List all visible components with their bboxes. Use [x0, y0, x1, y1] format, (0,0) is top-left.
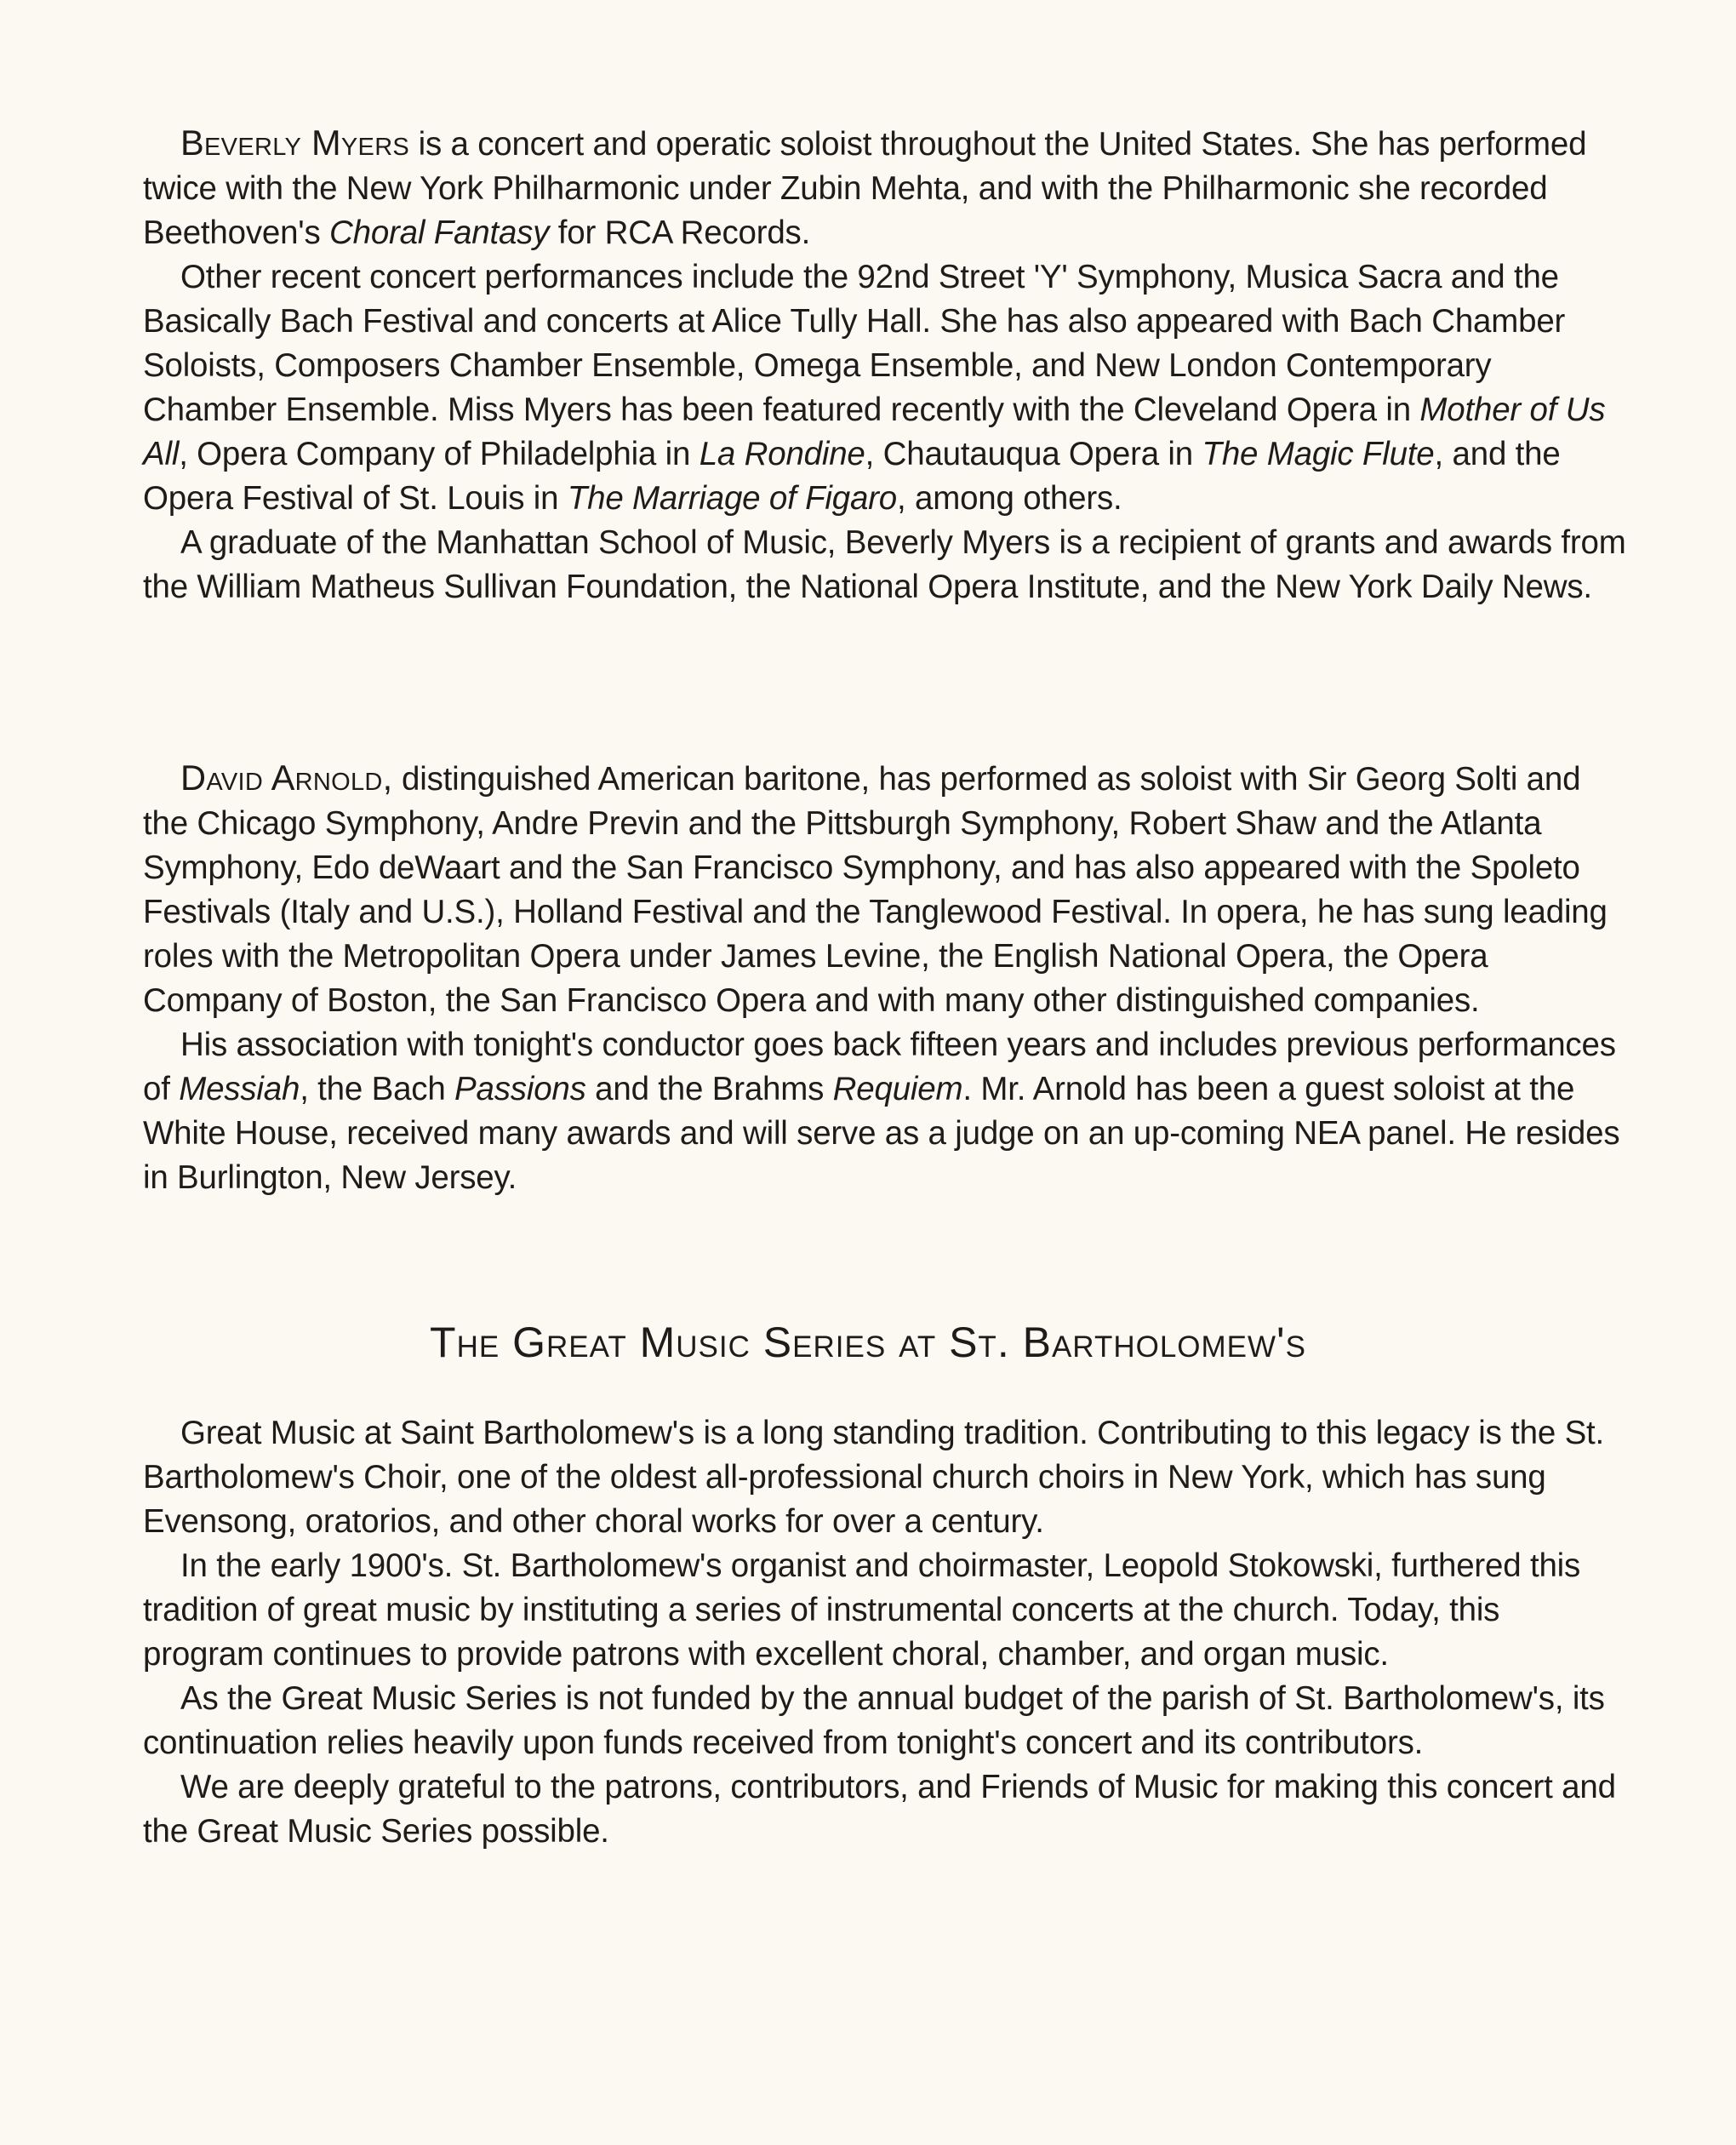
text-run: , and the Opera Festival of St. Louis in — [143, 436, 1561, 517]
text-run: , Chautauqua Opera in — [865, 436, 1202, 472]
bio-paragraph — [143, 121, 1628, 255]
text-run: , the Bach — [300, 1071, 455, 1107]
bio-paragraph — [143, 756, 1628, 1023]
work-title: Requiem — [832, 1071, 963, 1107]
text-run: , among others. — [897, 480, 1122, 517]
series-paragraph: As the Great Music Series is not funded by the annual budget of the parish of St. Bartholomew's, its continuation relies heavily upon funds received from tonight's concert and its contributors. — [143, 1680, 1605, 1761]
work-title: The Marriage of Figaro — [567, 480, 897, 517]
bio-david-arnold — [143, 756, 1628, 1200]
text-run: for RCA Records. — [549, 214, 811, 251]
work-title: Mother of Us All — [143, 392, 1606, 472]
series-paragraph: Great Music at Saint Bartholomew's is a long standing tradition. Contributing to this legacy is the St. Bartholomew's Choir, one of the oldest all-professional church choirs in New York, which has sung Evensong, oratorios, and other choral works for over a century. — [143, 1415, 1605, 1540]
series-heading: The Great Music Series at St. Bartholomew's — [430, 1318, 1306, 1366]
work-title: The Magic Flute — [1202, 436, 1435, 472]
series-body — [143, 1411, 1628, 1854]
work-title: Choral Fantasy — [329, 214, 550, 251]
work-title: Passions — [454, 1071, 586, 1107]
bio-paragraph — [143, 521, 1628, 609]
text-run: , Opera Company of Philadelphia in — [179, 436, 700, 472]
work-title: Messiah — [179, 1071, 300, 1107]
text-run: His association with tonight's conductor goes back fifteen years and includes previous performances of — [143, 1027, 1616, 1107]
performer-name: David Arnold, — [180, 758, 393, 798]
text-run: A graduate of the Manhattan School of Music, Beverly Myers is a recipient of grants and awards from the William Matheus Sullivan Foundation, the National Opera Institute, and the New York Daily News. — [143, 524, 1626, 605]
text-run: Other recent concert performances include the 92nd Street 'Y' Symphony, Musica Sacra and the Basically Bach Festival and concerts at Alice Tully Hall. She has also appeared with Bach Chamber Soloists, Composers Chamber Ensemble, Omega Ensemble, and New London Contemporary Chamber Ensemble. Miss Myers has been featured recently with the Cleveland Opera in — [143, 259, 1566, 428]
work-title: La Rondine — [699, 436, 865, 472]
text-run: is a concert and operatic soloist throughout the United States. She has performed twice with the New York Philharmonic under Zubin Mehta, and with the Philharmonic she recorded Beethoven's — [143, 126, 1587, 251]
bio-paragraph — [143, 255, 1628, 521]
series-paragraph: We are deeply grateful to the patrons, contributors, and Friends of Music for making this concert and the Great Music Series possible. — [143, 1769, 1616, 1850]
text-run: . Mr. Arnold has been a guest soloist at the White House, received many awards and will serve as a judge on an up-coming NEA panel. He resides in Burlington, New Jersey. — [143, 1071, 1620, 1196]
bio-beverly-myers — [143, 121, 1628, 609]
bio-paragraph — [143, 1023, 1628, 1200]
performer-name: Beverly Myers — [180, 123, 410, 163]
text-run: distinguished American baritone, has performed as soloist with Sir Georg Solti and the Chicago Symphony, Andre Previn and the Pittsburgh Symphony, Robert Shaw and the Atlanta Symphony, Edo deWaart and the San Francisco Symphony, and has also appeared with the Spoleto Festivals (Italy and U.S.), Holland Festival and the Tanglewood Festival. In opera, he has sung leading roles with the Metropolitan Opera under James Levine, the English National Opera, the Opera Company of Boston, the San Francisco Opera and with many other distinguished companies. — [143, 761, 1608, 1019]
series-paragraph: In the early 1900's. St. Bartholomew's organist and choirmaster, Leopold Stokowski, furthered this tradition of great music by instituting a series of instrumental concerts at the church. Today, this program continues to provide patrons with excellent choral, chamber, and organ music. — [143, 1547, 1581, 1673]
text-run: and the Brahms — [585, 1071, 833, 1107]
